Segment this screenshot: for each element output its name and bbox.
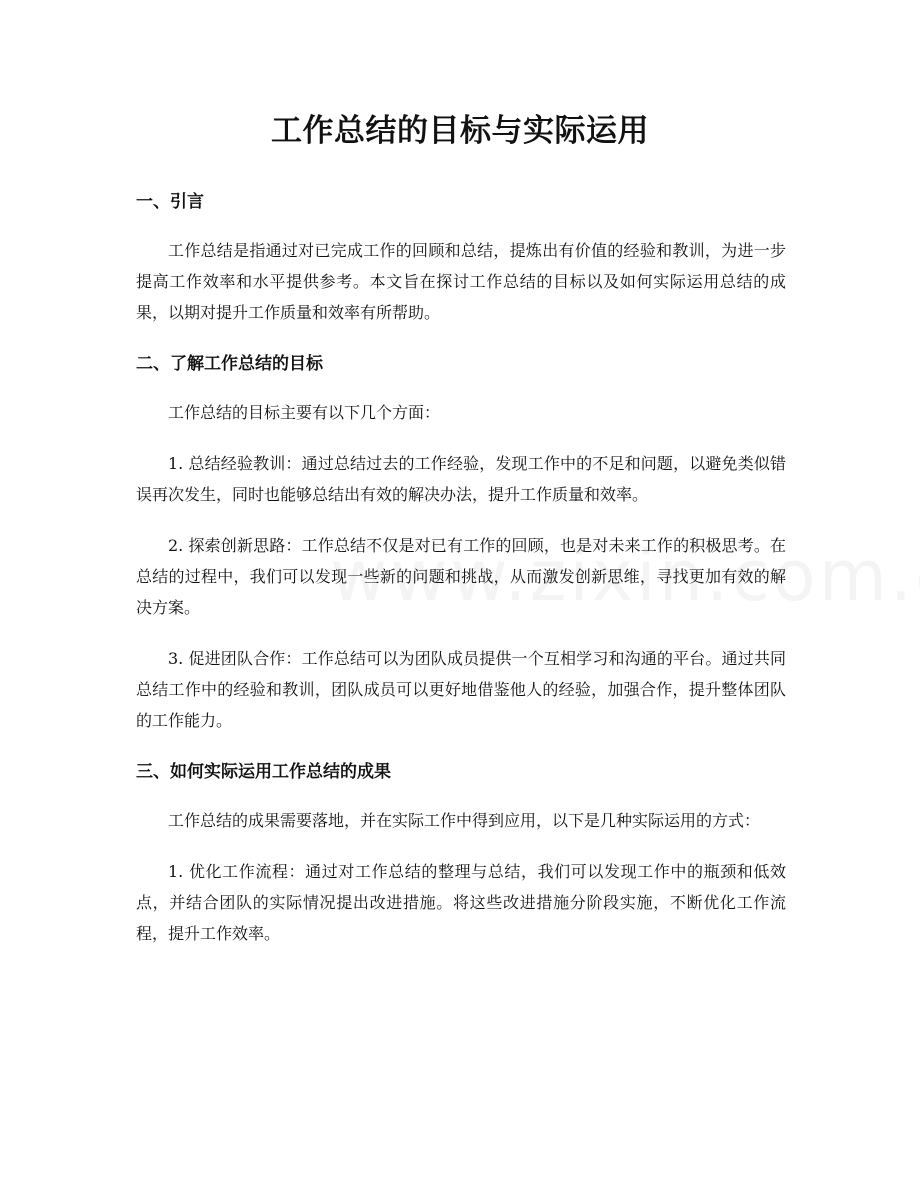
- section-introduction: [136, 186, 786, 328]
- page-title: 工作总结的目标与实际运用: [271, 113, 649, 149]
- list-item: 2. 探索创新思路：工作总结不仅是对已有工作的回顾，也是对未来工作的积极思考。在总结的过程中，我们可以发现一些新的问题和挑战，从而激发创新思维，寻找更加有效的解决方案。: [136, 536, 786, 617]
- section-heading: 二、了解工作总结的目标: [136, 354, 323, 374]
- paragraph: 工作总结的目标主要有以下几个方面：: [168, 403, 441, 422]
- document-body: [136, 186, 786, 969]
- list-item: 1. 总结经验教训：通过总结过去的工作经验，发现工作中的不足和问题，以避免类似错误再次发生，同时也能够总结出有效的解决办法，提升工作质量和效率。: [136, 454, 786, 504]
- paragraph: 工作总结是指通过对已完成工作的回顾和总结，提炼出有价值的经验和教训，为进一步提高工作效率和水平提供参考。本文旨在探讨工作总结的目标以及如何实际运用总结的成果，以期对提升工作质量和效率有所帮助。: [136, 241, 786, 322]
- list-item: 3. 促进团队合作：工作总结可以为团队成员提供一个互相学习和沟通的平台。通过共同总结工作中的经验和教训，团队成员可以更好地借鉴他人的经验，加强合作，提升整体团队的工作能力。: [136, 649, 786, 730]
- section-application: [136, 756, 786, 949]
- paragraph: 工作总结的成果需要落地，并在实际工作中得到应用，以下是几种实际运用的方式：: [168, 811, 761, 830]
- section-heading: 一、引言: [136, 192, 204, 212]
- section-goals: [136, 348, 786, 736]
- list-item: 1. 优化工作流程：通过对工作总结的整理与总结，我们可以发现工作中的瓶颈和低效点，并结合团队的实际情况提出改进措施。将这些改进措施分阶段实施，不断优化工作流程，提升工作效率。: [136, 862, 786, 943]
- section-heading: 三、如何实际运用工作总结的成果: [136, 762, 391, 782]
